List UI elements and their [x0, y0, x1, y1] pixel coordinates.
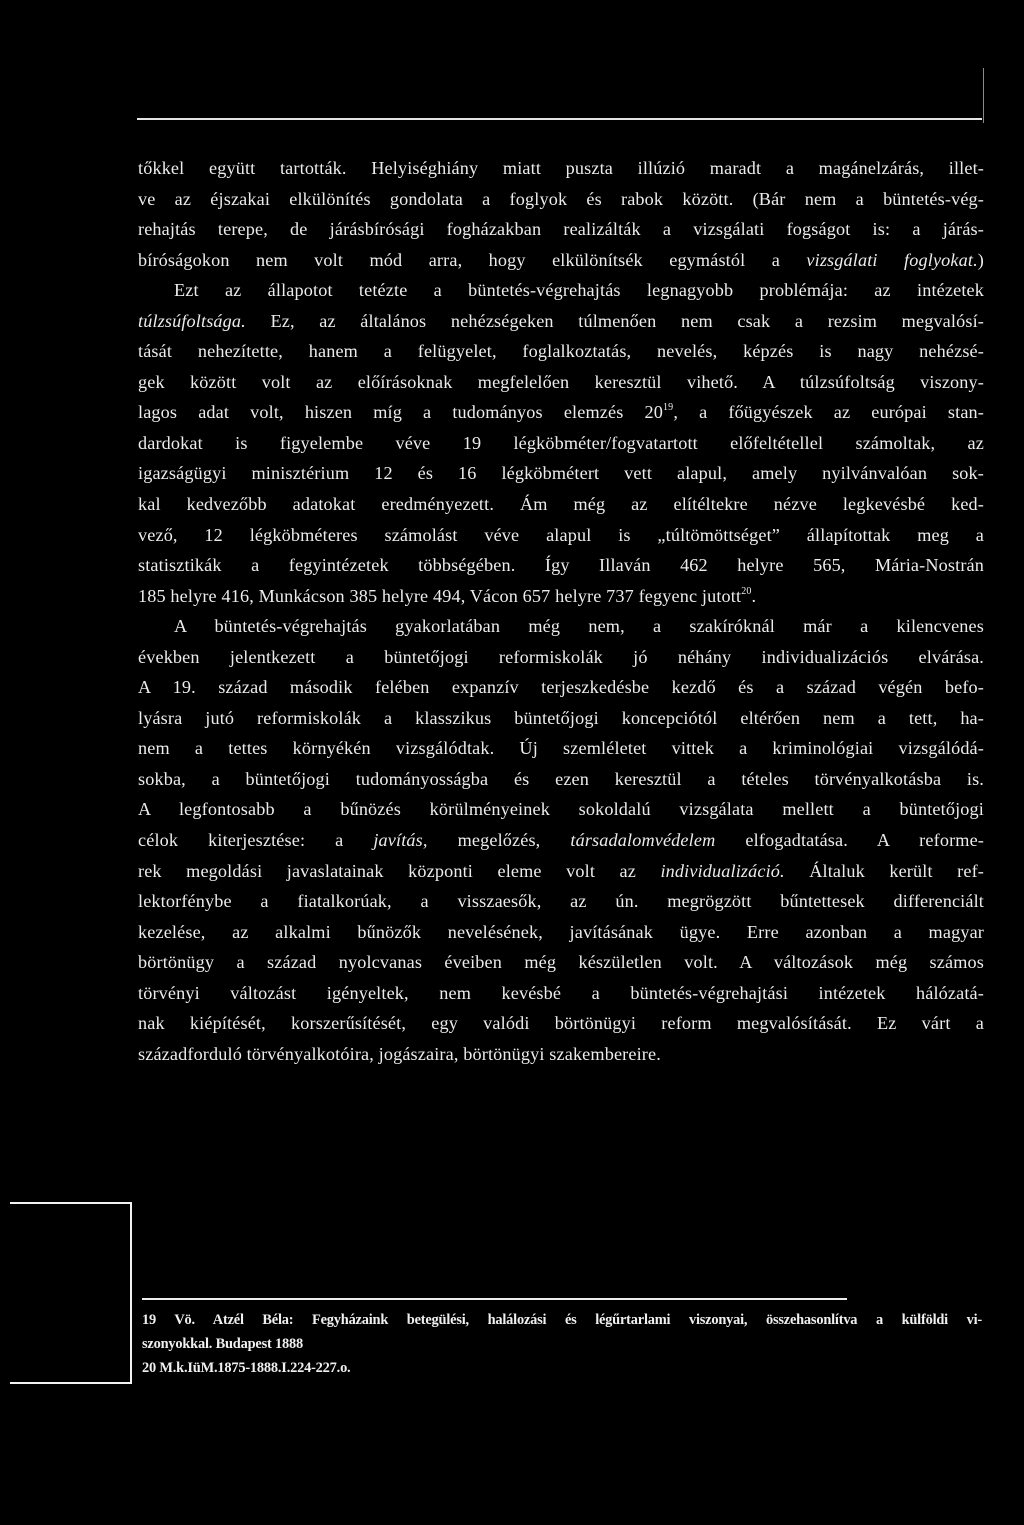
footnote-20: 20 M.k.IüM.1875-1888.I.224-227.o.: [142, 1360, 351, 1376]
text-line: években jelentkezett a büntetőjogi reformiskolák jó néhány individualizációs elvárása.: [138, 646, 984, 667]
text-line: 185 helyre 416, Munkácson 385 helyre 494, Vácon 657 helyre 737 fegyenc jutott$^{20}$.: [138, 585, 757, 606]
decorative-box: [10, 1202, 132, 1384]
text-line: vező, 12 légköbméteres számolást véve alapul is „túltömöttséget” állapítottak meg a: [138, 524, 984, 545]
page-edge-mark: [983, 68, 984, 123]
text-line: századforduló törvényalkotóira, jogászaira, börtönügyi szakembereire.: [138, 1043, 661, 1064]
text-line: nak kiépítését, korszerűsítését, egy valódi börtönügyi reform megvalósítását. Ez várt a: [138, 1013, 984, 1034]
text-line: bíróságokon nem volt mód arra, hogy elkülönítsék egymástól a vizsgálati foglyokat.): [138, 249, 984, 270]
header-rule: [137, 118, 982, 120]
footnote-19-cont: szonyokkal. Budapest 1888: [142, 1336, 303, 1352]
text-line: túlzsúfoltsága. Ez, az általános nehézségeken túlmenően nem csak a rezsim megvalósí-: [138, 310, 984, 331]
text-line: rek megoldási javaslatainak központi eleme volt az individualizáció. Általuk került ref-: [138, 860, 984, 881]
body-text: [138, 153, 984, 1069]
text-line: célok kiterjesztése: a javítás, megelőzés, társadalomvédelem elfogadtatása. A reforme-: [138, 830, 984, 851]
footnote-rule-visible-line: [142, 1298, 847, 1300]
footnote-ref-20: 20: [741, 585, 752, 597]
footnote-ref-19: 19: [663, 402, 674, 414]
text-line: A 19. század második felében expanzív terjeszkedésbe kezdő és a század végén befo-: [138, 677, 984, 698]
text-line: kal kedvezőbb adatokat eredményezett. Ám még az elítéltekre nézve legkevésbé ked-: [138, 494, 984, 515]
footnote-19: 19 Vö. Atzél Béla: Fegyházaink betegülési, halálozási és légűrtarlami viszonyai, összehasonlítva a külföldi vi-: [142, 1312, 982, 1328]
footnote-section: [142, 1298, 982, 1380]
text-line: tőkkel együtt tartották. Helyiséghiány miatt puszta illúzió maradt a magánelzárás, illet-: [138, 158, 984, 178]
text-line: tását nehezítette, hanem a felügyelet, foglalkoztatás, nevelés, képzés is nagy nehézsé-: [138, 341, 984, 362]
text-line: igazságügyi minisztérium 12 és 16 légköbmétert vett alapul, amely nyilvánvalóan sok-: [138, 463, 984, 484]
text-line: dardokat is figyelembe véve 19 légköbméter/fogvatartott előfeltétellel számoltak, az: [138, 432, 984, 453]
text-line: börtönügy a század nyolcvanas éveiben még készületlen volt. A változások még számos: [138, 952, 984, 973]
text-line: törvényi változást igényeltek, nem kevésbé a büntetés-végrehajtási intézetek hálózatá-: [138, 982, 984, 1003]
text-line: statisztikák a fegyintézetek többségében. Így Illaván 462 helyre 565, Mária-Nostrán: [138, 555, 984, 576]
text-line: kezelése, az alkalmi bűnözők nevelésének, javításának ügye. Erre azonban a magyar: [138, 921, 984, 942]
text-line: sokba, a büntetőjogi tudományosságba és ezen keresztül a tételes törvényalkotásba is.: [138, 768, 984, 789]
text-line: rehajtás terepe, de járásbírósági fogházakban realizálták a vizsgálati fogságot is: a járás-: [138, 219, 984, 240]
text-line: A legfontosabb a bűnözés körülményeinek sokoldalú vizsgálata mellett a büntetőjogi: [138, 799, 984, 820]
text-line: nem a tettes környékén vizsgálódtak. Új szemléletet vittek a kriminológiai vizsgálódá-: [138, 738, 984, 759]
text-line: lyásra jutó reformiskolák a klasszikus büntetőjogi koncepciótól eltérően nem a tett, ha-: [138, 707, 984, 728]
text-line: ve az éjszakai elkülönítés gondolata a foglyok és rabok között. (Bár nem a büntetés-vég-: [138, 188, 984, 209]
text-line: gek között volt az előírásoknak megfelelően keresztül vihető. A túlzsúfoltság viszony-: [138, 371, 984, 392]
text-line: Ezt az állapotot tetézte a büntetés-végrehajtás legnagyobb problémája: az intézetek: [174, 280, 984, 301]
text-line: A büntetés-végrehajtás gyakorlatában még nem, a szakíróknál már a kilencvenes: [174, 616, 984, 637]
text-line: lektorfénybe a fiatalkorúak, a visszaesők, az ún. megrögzött bűntettesek differenciált: [138, 891, 984, 912]
text-line: lagos adat volt, hiszen míg a tudományos elemzés $20^{19}$, a főügyészek az európai stan-: [138, 402, 985, 423]
